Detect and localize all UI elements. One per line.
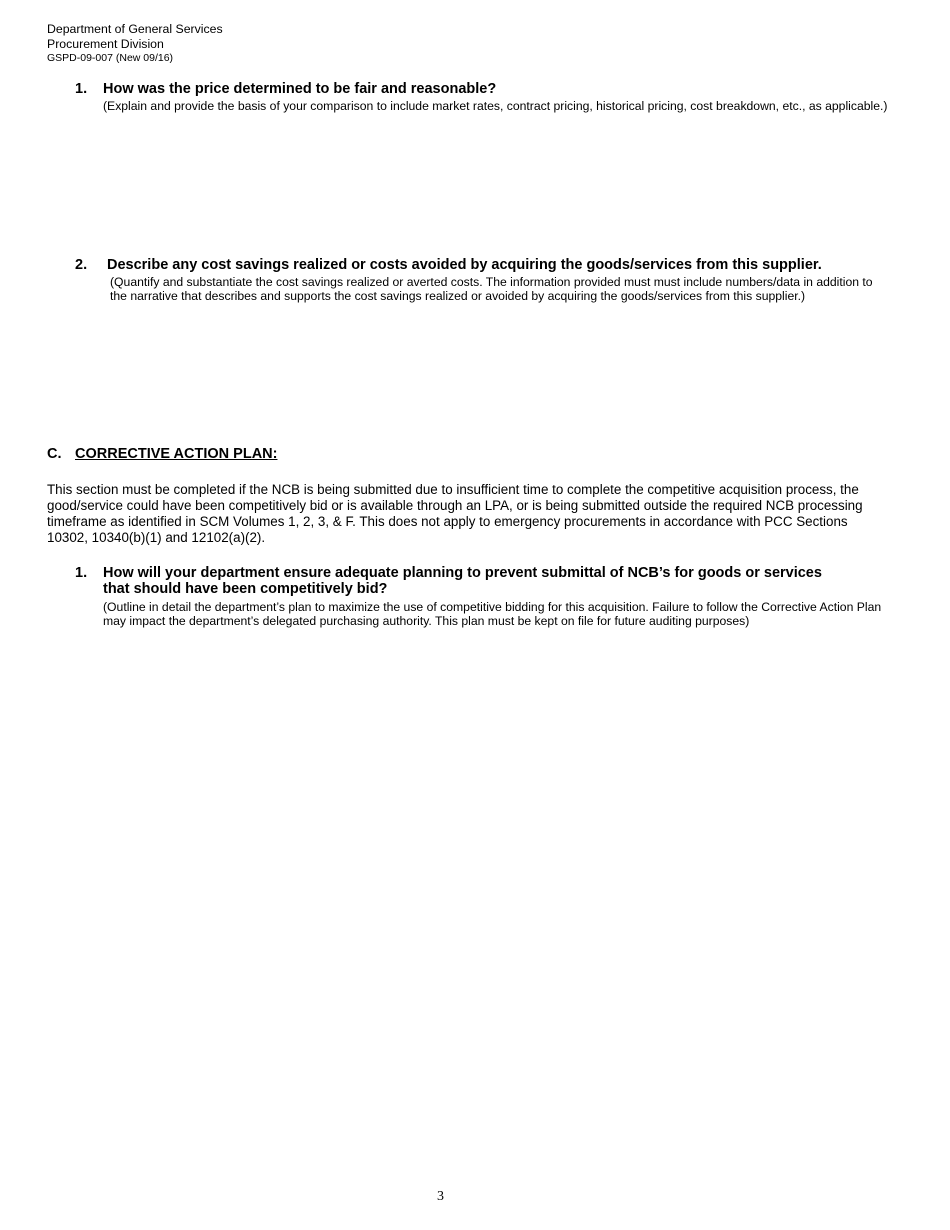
section-c-question-title-line: that should have been competitively bid? bbox=[103, 581, 388, 597]
section-c-question-note-line: may impact the department’s delegated purchasing authority. This plan must be kept on file for future auditing purposes) bbox=[103, 614, 750, 628]
section-c-title bbox=[75, 446, 277, 462]
section-c-question-number: 1. bbox=[75, 565, 88, 581]
division-name: Procurement Division bbox=[47, 37, 164, 51]
question-2-note-line: (Quantify and substantiate the cost savings realized or averted costs. The information provided must must include numbers/data in addition to bbox=[110, 275, 873, 289]
question-1-note: (Explain and provide the basis of your comparison to include market rates, contract pricing, historical pricing, cost breakdown, etc., as applicable.) bbox=[103, 99, 888, 113]
question-2-title: Describe any cost savings realized or costs avoided by acquiring the goods/services from this supplier. bbox=[107, 257, 822, 273]
question-2-number: 2. bbox=[75, 257, 88, 273]
question-2-note-line: the narrative that describes and supports the cost savings realized or avoided by acquiring the goods/services from this supplier.) bbox=[110, 289, 806, 303]
question-1-title: How was the price determined to be fair and reasonable? bbox=[103, 81, 497, 97]
department-name: Department of General Services bbox=[47, 22, 223, 36]
form-id: GSPD-09-007 (New 09/16) bbox=[47, 52, 174, 64]
section-c-question-note-line: (Outline in detail the department’s plan to maximize the use of competitive bidding for this acquisition. Failure to follow the Corrective Action Plan bbox=[103, 600, 882, 614]
section-c-intro-line: good/service could have been competitively bid or is available through an LPA, or is being submitted outside the required NCB processing bbox=[47, 498, 863, 513]
question-1-number: 1. bbox=[75, 81, 88, 97]
page-number: 3 bbox=[437, 1189, 444, 1204]
section-c-intro-line: This section must be completed if the NCB is being submitted due to insufficient time to complete the competitive acquisition process, the bbox=[47, 482, 859, 497]
section-c-intro-line: 10302, 10340(b)(1) and 12102(a)(2). bbox=[47, 530, 266, 545]
section-c-title-text: CORRECTIVE ACTION PLAN: bbox=[75, 446, 278, 462]
section-c-question-title-line: How will your department ensure adequate planning to prevent submittal of NCB’s for goods or services bbox=[103, 565, 822, 581]
section-c-intro-line: timeframe as identified in SCM Volumes 1, 2, 3, & F. This does not apply to emergency procurements in accordance with PCC Sections bbox=[47, 514, 848, 529]
section-c-letter: C. bbox=[47, 446, 62, 462]
